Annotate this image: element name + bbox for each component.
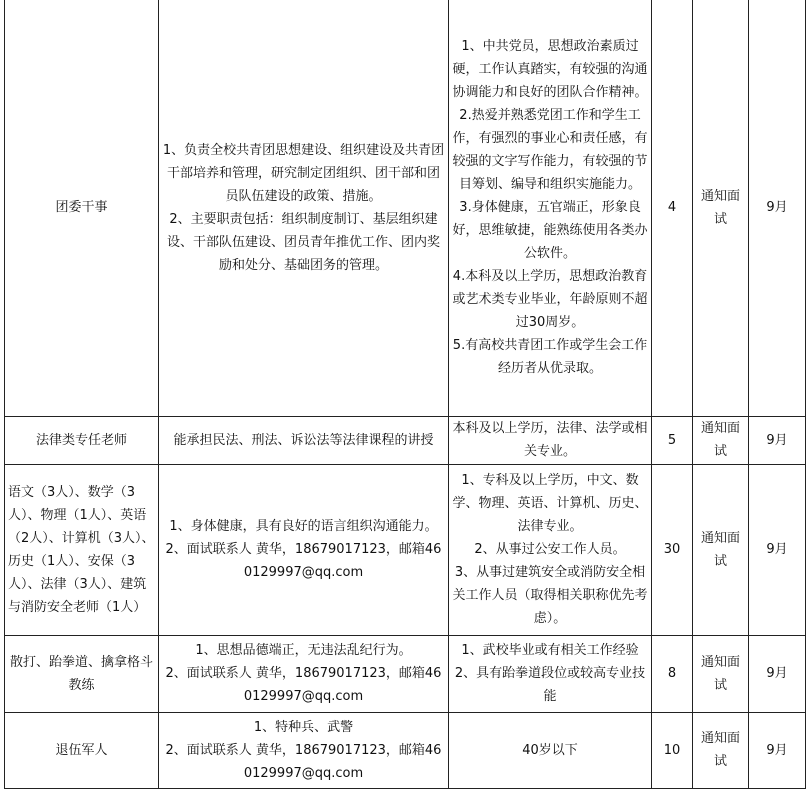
position-name: 语文（3人）、数学（3人）、物理（1人）、英语（2人）、计算机（3人）、历史（1人）、安保（3人）、法律（3人）、建筑与消防安全老师（1人） <box>8 484 155 615</box>
hire-count: 8 <box>667 666 677 681</box>
hire-count: 10 <box>663 742 681 758</box>
method-cell <box>693 464 749 635</box>
duties-cell <box>159 416 449 464</box>
method-cell <box>693 712 749 788</box>
recruitment-table-sheet <box>4 0 805 789</box>
recruit-time: 9月 <box>766 200 788 216</box>
requirement-item: 本科及以上学历，法律、法学或相关专业。 <box>452 421 648 459</box>
requirement-item: 3、从事过建筑安全或消防安全相关工作人员（取得相关职称优先考虑）。 <box>452 565 648 626</box>
requirement-item: 3.身体健康，五官端正，形象良好，思维敏捷，能熟练使用各类办公软件。 <box>452 200 648 262</box>
requirement-item: 1、中共党员，思想政治素质过硬，工作认真踏实，有较强的沟通协调能力和良好的团队合作精神。 <box>452 39 648 101</box>
count-cell <box>652 0 693 416</box>
recruitment-table <box>4 0 806 789</box>
table-row <box>5 712 806 788</box>
requirement-item: 40岁以下 <box>522 742 578 758</box>
duty-item: 1、负责全校共青团思想建设、组织建设及共青团干部培养和管理，研究制定团组织、团干部和团员队伍建设的政策、措施。 <box>162 142 445 204</box>
requirement-item: 2.热爱并熟悉党团工作和学生工作，有强烈的事业心和责任感，有较强的文字写作能力，有较强的节目筹划、编导和组织实施能力。 <box>452 108 648 193</box>
position-cell <box>5 635 159 712</box>
count-cell <box>652 712 693 788</box>
recruit-time: 9月 <box>766 742 788 758</box>
position-cell <box>5 0 159 416</box>
method-cell <box>693 0 749 416</box>
duty-item: 2、面试联系人 黄华，18679017123，邮箱460129997@qq.com <box>165 542 442 580</box>
time-cell <box>749 635 806 712</box>
time-cell <box>749 0 806 416</box>
requirements-cell <box>449 416 652 464</box>
duty-item: 1、身体健康，具有良好的语言组织沟通能力。 <box>169 519 438 534</box>
recruit-method: 通知面试 <box>700 530 740 569</box>
table-row <box>5 464 806 635</box>
position-cell <box>5 464 159 635</box>
duty-item: 1、特种兵、武警 <box>253 719 354 735</box>
recruit-time: 9月 <box>766 542 788 557</box>
requirement-item: 1、专科及以上学历，中文、数学、物理、英语、计算机、历史、法律专业。 <box>452 473 648 534</box>
table-row <box>5 0 806 416</box>
position-cell <box>5 712 159 788</box>
recruit-method: 通知面试 <box>700 731 740 769</box>
duty-item: 2、面试联系人 黄华，18679017123，邮箱460129997@qq.com <box>165 666 442 704</box>
position-name: 退伍军人 <box>55 742 108 758</box>
position-name: 散打、跆拳道、擒拿格斗教练 <box>9 654 153 693</box>
hire-count: 5 <box>667 432 677 448</box>
requirements-cell <box>449 0 652 416</box>
table-row <box>5 635 806 712</box>
time-cell <box>749 416 806 464</box>
requirement-item: 2、具有跆拳道段位或较高专业技能 <box>454 666 646 704</box>
recruit-method: 通知面试 <box>700 654 740 693</box>
recruit-method: 通知面试 <box>700 421 740 459</box>
requirement-item: 4.本科及以上学历，思想政治教育或艺术类专业毕业，年龄原则不超过30周岁。 <box>452 269 648 331</box>
requirement-item: 5.有高校共青团工作或学生会工作经历者从优录取。 <box>452 338 648 377</box>
duties-cell <box>159 464 449 635</box>
count-cell <box>652 416 693 464</box>
requirements-cell <box>449 712 652 788</box>
requirements-cell <box>449 635 652 712</box>
method-cell <box>693 635 749 712</box>
position-name: 团委干事 <box>55 200 108 216</box>
duties-cell <box>159 635 449 712</box>
duty-item: 2、面试联系人 黄华，18679017123，邮箱460129997@qq.com <box>165 742 442 781</box>
position-cell <box>5 416 159 464</box>
time-cell <box>749 712 806 788</box>
hire-count: 4 <box>667 200 677 216</box>
hire-count: 30 <box>663 542 681 557</box>
duties-cell <box>159 0 449 416</box>
table-row <box>5 416 806 464</box>
duties-cell <box>159 712 449 788</box>
duty-item: 能承担民法、刑法、诉讼法等法律课程的讲授 <box>173 432 434 448</box>
count-cell <box>652 635 693 712</box>
method-cell <box>693 416 749 464</box>
requirements-cell <box>449 464 652 635</box>
duty-item: 2、主要职责包括：组织制度制订、基层组织建设、干部队伍建设、团员青年推优工作、团内奖励和处分、基础团务的管理。 <box>166 211 440 273</box>
duty-item: 1、思想品德端正，无违法乱纪行为。 <box>195 643 412 658</box>
recruit-time: 9月 <box>766 666 788 681</box>
requirement-item: 2、从事过公安工作人员。 <box>474 542 626 557</box>
requirement-item: 1、武校毕业或有相关工作经验 <box>461 643 639 658</box>
recruit-method: 通知面试 <box>700 188 740 227</box>
position-name: 法律类专任老师 <box>35 432 127 448</box>
recruit-time: 9月 <box>766 432 788 448</box>
count-cell <box>652 464 693 635</box>
time-cell <box>749 464 806 635</box>
